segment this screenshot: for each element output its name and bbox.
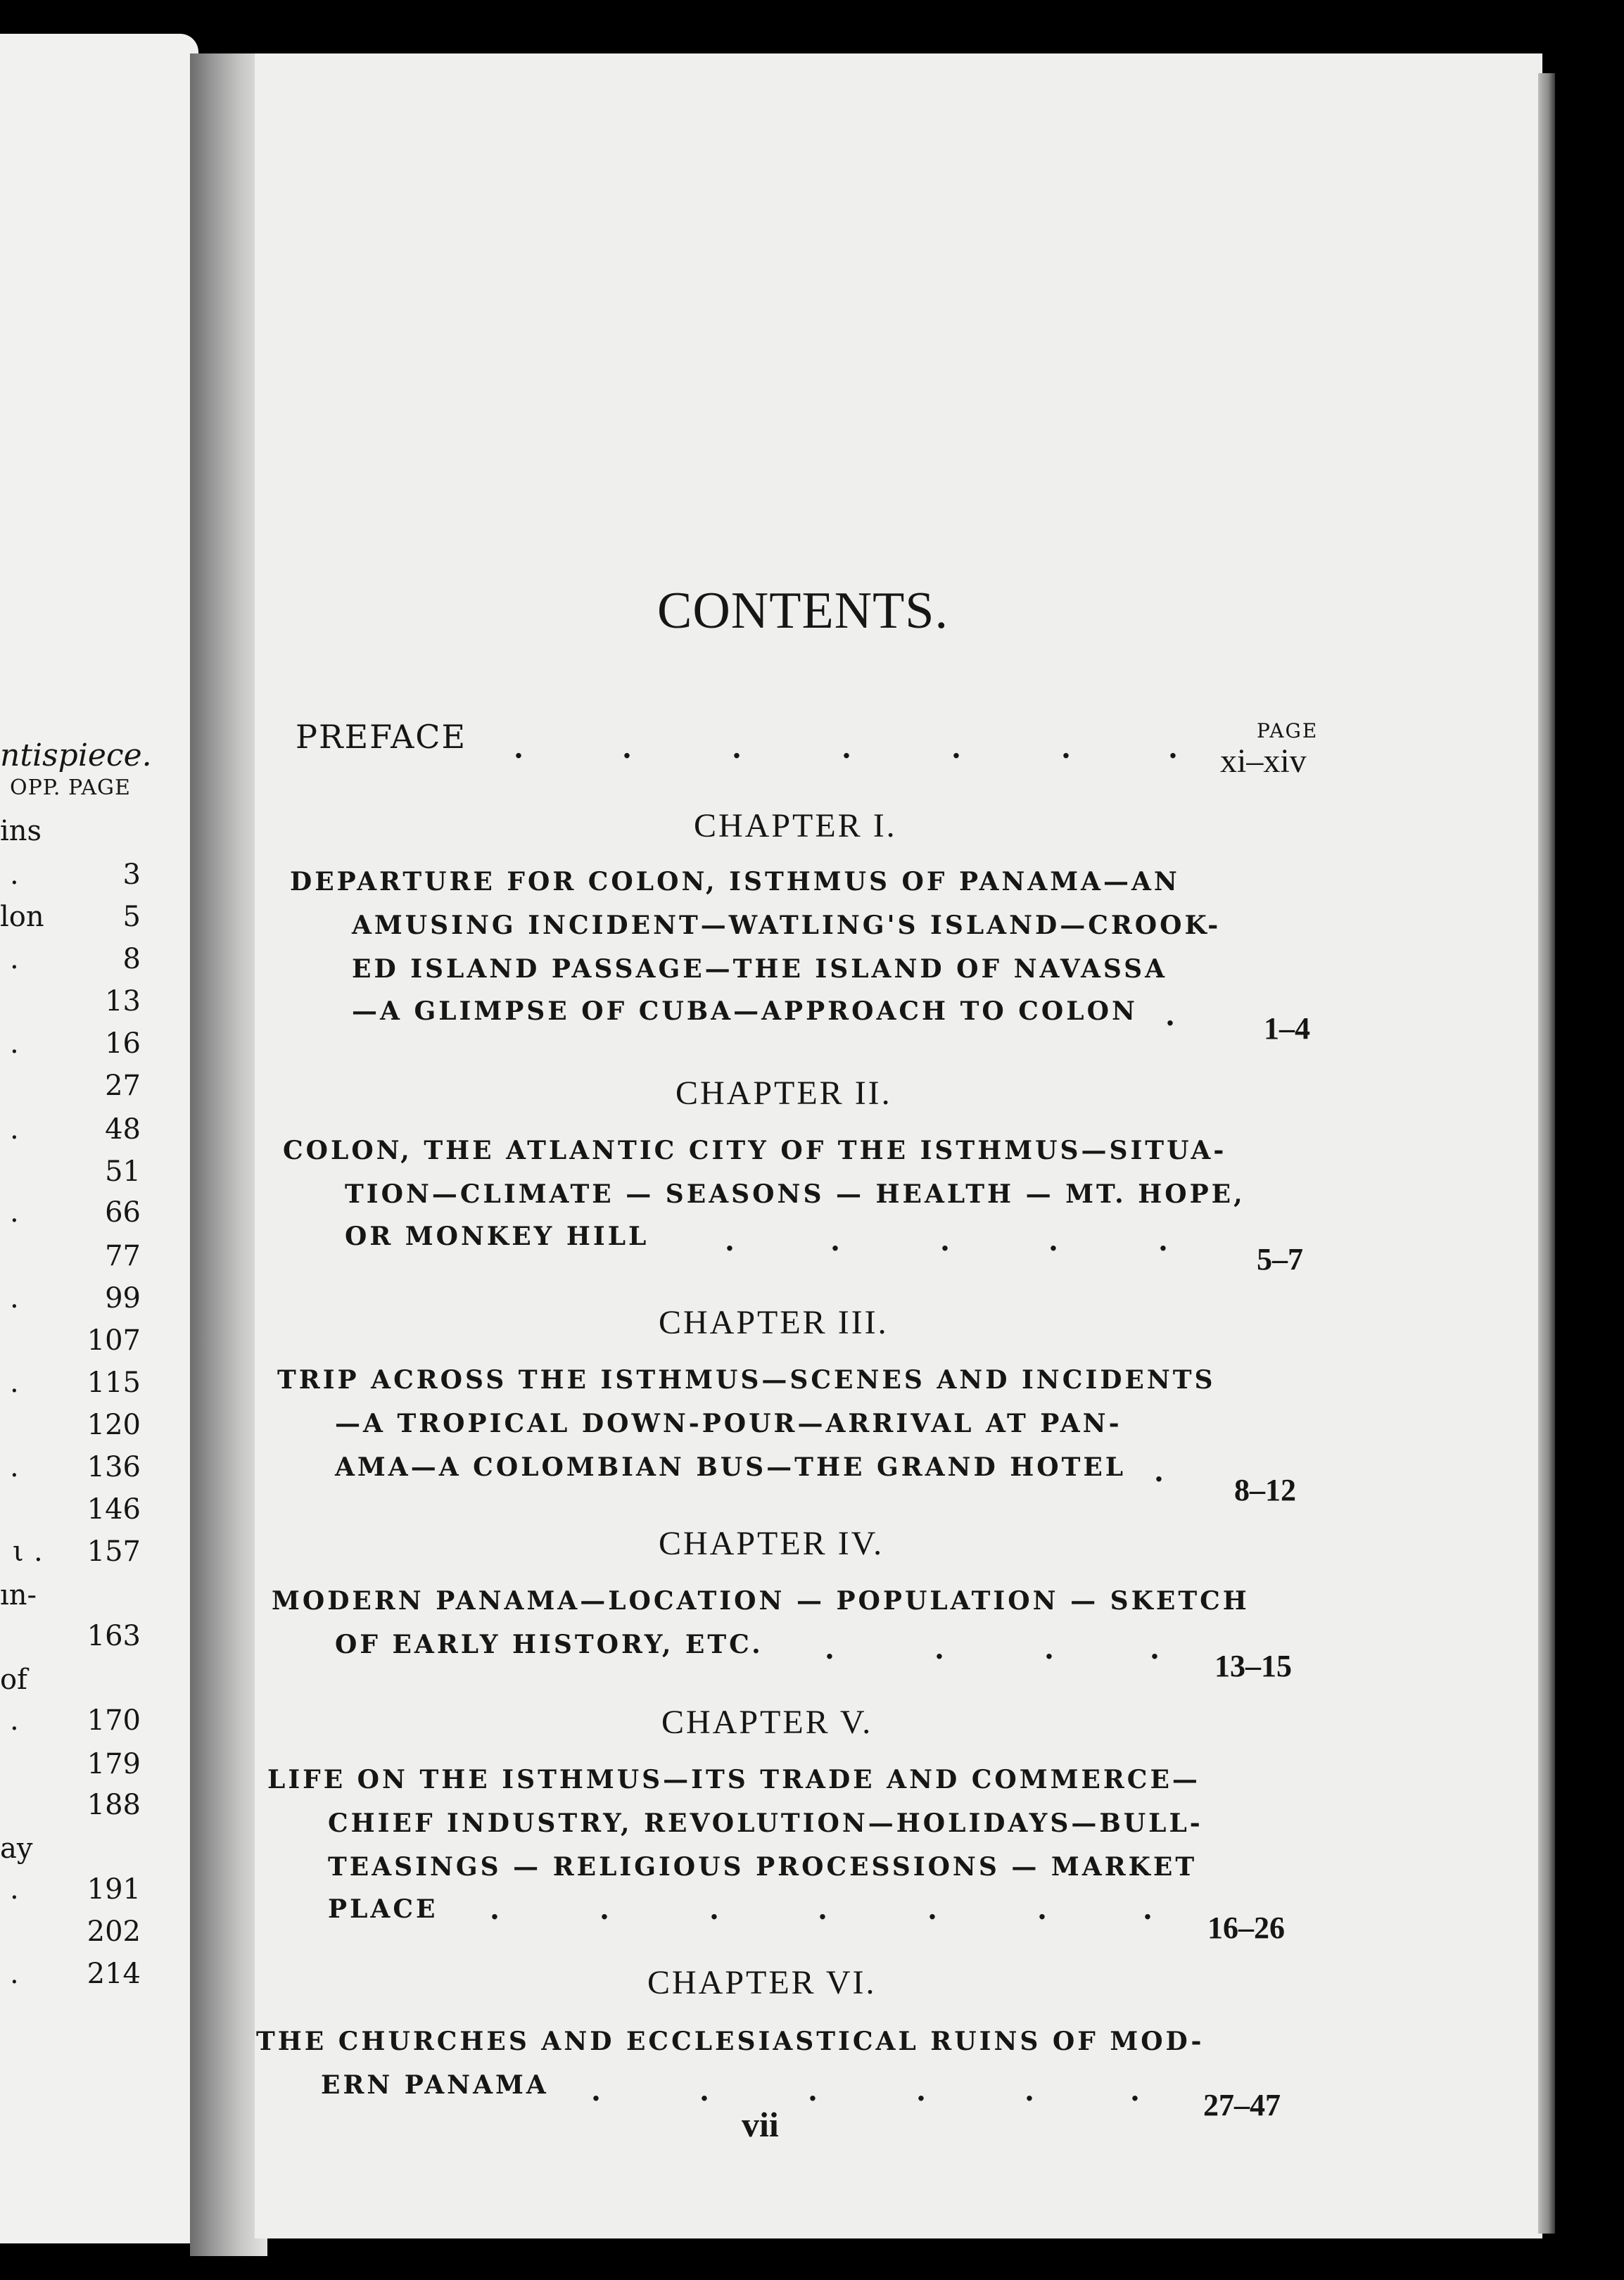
chapter-6-desc-line: THE CHURCHES AND ECCLESIASTICAL RUINS OF MOD- [256, 2027, 1205, 2056]
left-leader-dot: . [10, 1196, 19, 1229]
chapter-4-desc-line: MODERN PANAMA—LOCATION — POPULATION — SKETCH [272, 1586, 1250, 1616]
left-row-number: 48 [105, 1113, 141, 1146]
leader-dot: . [1130, 2075, 1140, 2108]
left-row-number: 120 [87, 1409, 141, 1441]
left-heading-fragment: ntispiece. [0, 737, 152, 773]
leader-dot: . [830, 1224, 840, 1258]
leader-dot: . [916, 2075, 926, 2108]
left-row-text: ins [0, 815, 42, 847]
chapter-2-pages: 5–7 [1257, 1242, 1303, 1277]
chapter-2-desc-line: OR MONKEY HILL [345, 1222, 649, 1251]
chapter-5-pages: 16–26 [1207, 1911, 1285, 1945]
left-row-number: 51 [105, 1155, 141, 1188]
left-row-number: 107 [87, 1324, 141, 1357]
leader-dot: . [490, 1893, 500, 1926]
left-row-number: 157 [87, 1535, 141, 1568]
leader-dot: . [709, 1893, 719, 1926]
left-leader-dot: . [10, 1451, 19, 1483]
page-column-header: PAGE [1257, 719, 1319, 742]
chapter-3-desc-line: AMA—A COLOMBIAN BUS—THE GRAND HOTEL [335, 1452, 1127, 1482]
chapter-6-desc-line: ERN PANAMA [321, 2070, 549, 2100]
leader-dot: . [1037, 1893, 1047, 1926]
left-leader-dot: . [10, 1027, 19, 1060]
page-title: CONTENTS. [657, 582, 949, 640]
leader-dot: . [1150, 1633, 1160, 1666]
leader-dot: . [1168, 732, 1178, 765]
leader-dot: . [927, 1893, 937, 1926]
left-row-number: 202 [87, 1915, 141, 1948]
left-leader-dot: . [10, 1873, 19, 1906]
leader-dot: . [825, 1633, 835, 1666]
left-row-number: 146 [87, 1493, 141, 1526]
chapter-1-desc-line: ED ISLAND PASSAGE—THE ISLAND OF NAVASSA [352, 954, 1168, 984]
chapter-5-desc-line: CHIEF INDUSTRY, REVOLUTION—HOLIDAYS—BULL- [328, 1809, 1203, 1838]
chapter-4-desc-line: OF EARLY HISTORY, ETC. [335, 1630, 763, 1659]
left-row-text: ay [0, 1832, 33, 1865]
left-row-number: 5 [122, 901, 141, 933]
left-row-text: of [0, 1664, 27, 1696]
leader-dot: . [808, 2075, 818, 2108]
chapter-1-desc-line: DEPARTURE FOR COLON, ISTHMUS OF PANAMA—AN [290, 867, 1180, 897]
leader-dot: . [1158, 1224, 1168, 1258]
chapter-1-pages: 1–4 [1264, 1011, 1310, 1046]
leader-dot: . [591, 2075, 601, 2108]
left-row-number: 99 [105, 1282, 141, 1315]
leader-dot: . [1165, 999, 1175, 1032]
left-row-number: 13 [105, 985, 141, 1018]
left-row-number: 214 [87, 1958, 141, 1990]
leader-dot: . [940, 1224, 950, 1258]
preface-pages: xi–xiv [1220, 742, 1307, 780]
chapter-2-heading: CHAPTER II. [675, 1075, 892, 1112]
left-leader-dot: . [10, 859, 19, 891]
leader-dot: . [1024, 2075, 1034, 2108]
chapter-6-heading: CHAPTER VI. [647, 1964, 877, 2001]
left-leader-dot: . [10, 1282, 19, 1315]
leader-dot: . [514, 732, 524, 765]
page-edge [1538, 73, 1555, 2234]
chapter-1-heading: CHAPTER I. [694, 807, 897, 844]
chapter-3-desc-line: —A TROPICAL DOWN-POUR—ARRIVAL AT PAN- [335, 1409, 1122, 1438]
chapter-5-desc-line: PLACE [328, 1894, 438, 1924]
leader-dot: . [1143, 1893, 1153, 1926]
leader-dot: . [951, 732, 961, 765]
left-row-number: 16 [105, 1027, 141, 1060]
chapter-5-heading: CHAPTER V. [661, 1704, 873, 1741]
chapter-3-pages: 8–12 [1234, 1473, 1296, 1507]
left-row-number: 191 [87, 1873, 141, 1906]
left-row-text: lon [0, 901, 44, 933]
left-leader-dot: . [10, 1367, 19, 1399]
left-leader-dot: . [10, 943, 19, 975]
left-row-number: 77 [105, 1240, 141, 1272]
left-row-number: 115 [87, 1367, 141, 1399]
left-row-number: 188 [87, 1789, 141, 1821]
left-leader-dot: . [10, 1113, 19, 1146]
chapter-1-desc-line: —A GLIMPSE OF CUBA—APPROACH TO COLON [352, 996, 1138, 1026]
leader-dot: . [600, 1893, 609, 1926]
leader-dot: . [934, 1633, 944, 1666]
left-row-number: 136 [87, 1451, 141, 1483]
chapter-4-heading: CHAPTER IV. [659, 1525, 884, 1562]
chapter-3-heading: CHAPTER III. [659, 1304, 889, 1341]
chapter-3-desc-line: TRIP ACROSS THE ISTHMUS—SCENES AND INCIDENTS [277, 1365, 1216, 1395]
left-row-number: 179 [87, 1748, 141, 1780]
left-column-header: OPP. PAGE [10, 775, 131, 800]
left-row-number: 170 [87, 1704, 141, 1737]
left-leader-dot: . [34, 1535, 43, 1568]
left-row-number: 3 [122, 859, 141, 891]
left-row-number: 8 [122, 943, 141, 975]
left-leader-dot: . [10, 1704, 19, 1737]
leader-dot: . [1044, 1633, 1054, 1666]
chapter-2-desc-line: COLON, THE ATLANTIC CITY OF THE ISTHMUS—SITUA- [283, 1136, 1227, 1165]
chapter-2-desc-line: TION—CLIMATE — SEASONS — HEALTH — MT. HOPE, [345, 1179, 1245, 1209]
left-row-text: ın- [0, 1579, 37, 1611]
leader-dot: . [1048, 1224, 1058, 1258]
left-facing-page [0, 34, 198, 2243]
leader-dot: . [622, 732, 632, 765]
leader-dot: . [818, 1893, 827, 1926]
left-leader-dot: . [10, 1958, 19, 1990]
left-row-number: 27 [105, 1070, 141, 1102]
leader-dot: . [732, 732, 742, 765]
leader-dot: . [1154, 1455, 1164, 1488]
left-row-number: 163 [87, 1620, 141, 1652]
leader-dot: . [725, 1224, 735, 1258]
chapter-5-desc-line: TEASINGS — RELIGIOUS PROCESSIONS — MARKET [328, 1852, 1198, 1882]
leader-dot: . [1061, 732, 1071, 765]
preface-label: PREFACE [296, 718, 467, 756]
left-row-number: 66 [105, 1196, 141, 1229]
chapter-6-pages: 27–47 [1203, 2088, 1281, 2122]
left-row-text: ι [13, 1535, 24, 1568]
chapter-1-desc-line: AMUSING INCIDENT—WATLING'S ISLAND—CROOK- [352, 911, 1222, 940]
page-folio: vii [742, 2105, 779, 2144]
chapter-5-desc-line: LIFE ON THE ISTHMUS—ITS TRADE AND COMMERCE— [267, 1765, 1200, 1794]
chapter-4-pages: 13–15 [1214, 1649, 1292, 1683]
leader-dot: . [842, 732, 851, 765]
leader-dot: . [699, 2075, 709, 2108]
